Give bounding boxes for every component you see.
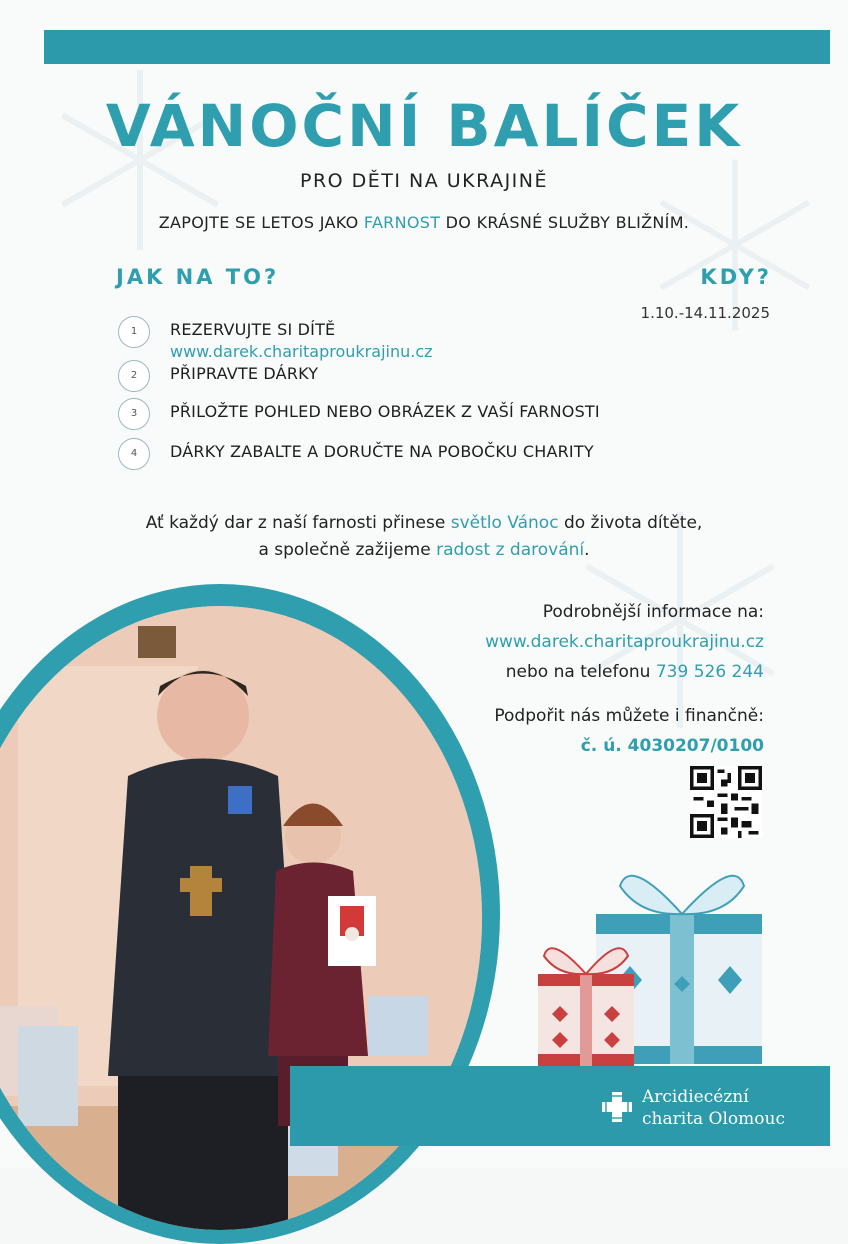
- phone-label: nebo na telefonu: [505, 662, 656, 682]
- quote-highlight: radost z darování: [436, 540, 585, 560]
- step-number: 3: [118, 398, 150, 430]
- quote-line-2: [0, 537, 848, 564]
- quote-text: a společně zažijeme: [258, 540, 437, 560]
- step-text: PŘIPRAVTE DÁRKY: [170, 364, 319, 383]
- step-number: 4: [118, 438, 150, 470]
- support-label: Podpořit nás můžete i finančně:: [494, 706, 764, 726]
- when-date: 1.10.-14.11.2025: [640, 304, 770, 322]
- gift-boxes-illustration: [530, 856, 770, 1068]
- charity-name: [642, 1086, 785, 1130]
- quote-text: Ať každý dar z naší farnosti přinese: [145, 513, 451, 533]
- qr-code-icon[interactable]: [690, 766, 762, 838]
- quote-text: .: [584, 540, 590, 560]
- charity-logo: [600, 1082, 820, 1132]
- quote: [0, 510, 848, 564]
- phone-line: [506, 662, 764, 682]
- charity-cross-icon: [600, 1090, 634, 1124]
- step-text: PŘILOŽTE POHLED NEBO OBRÁZEK Z VAŠÍ FARNOSTI: [170, 402, 600, 421]
- step-number: 2: [118, 360, 150, 392]
- step-text: REZERVUJTE SI DÍTĚ: [170, 320, 336, 339]
- top-accent-bar: [44, 30, 830, 64]
- more-info-label: Podrobnější informace na:: [542, 602, 764, 622]
- quote-line-1: [0, 510, 848, 537]
- step-text: DÁRKY ZABALTE A DORUČTE NA POBOČKU CHARITY: [170, 442, 594, 461]
- quote-highlight: světlo Vánoc: [450, 513, 559, 533]
- reservation-link[interactable]: www.darek.charitaproukrajinu.cz: [170, 342, 433, 361]
- poster-subtitle: PRO DĚTI NA UKRAJINĚ: [299, 170, 548, 192]
- charity-name-line-1: Arcidiecézní: [642, 1087, 749, 1107]
- website-link[interactable]: www.darek.charitaproukrajinu.cz: [485, 632, 764, 652]
- intro-line: [0, 213, 848, 232]
- intro-text: ZAPOJTE SE LETOS JAKO: [158, 213, 364, 232]
- quote-text: do života dítěte,: [558, 513, 703, 533]
- poster-title: VÁNOČNÍ BALÍČEK: [105, 92, 743, 160]
- charity-name-line-2: charita Olomouc: [642, 1109, 785, 1129]
- when-heading: KDY?: [700, 265, 772, 289]
- how-heading: JAK NA TO?: [116, 265, 280, 289]
- step-number: 1: [118, 316, 150, 348]
- intro-highlight: FARNOST: [363, 213, 441, 232]
- bank-account: č. ú. 4030207/0100: [580, 736, 764, 756]
- phone-number[interactable]: 739 526 244: [655, 662, 764, 682]
- intro-text-end: DO KRÁSNÉ SLUŽBY BLIŽNÍM.: [440, 213, 690, 232]
